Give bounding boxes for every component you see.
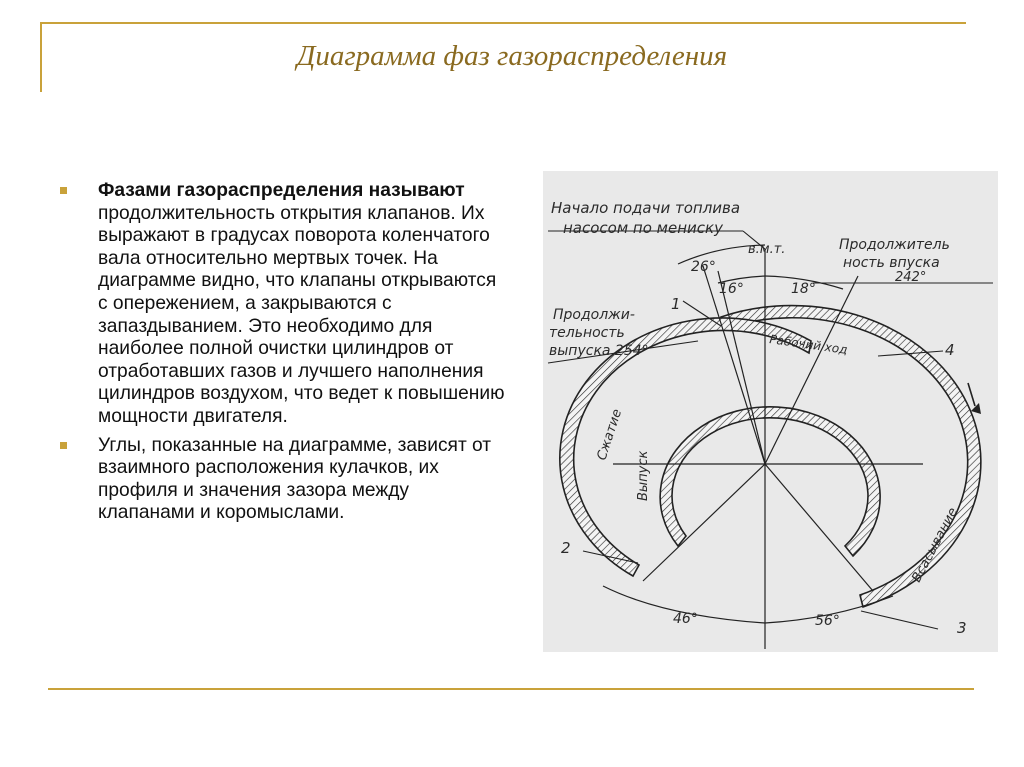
marker-4-label: 4 [945, 341, 955, 359]
marker-1-label: 1 [671, 295, 681, 313]
bullet-bold-text: Фазами газораспределения называют [98, 180, 465, 201]
bullet-square-icon [60, 187, 67, 194]
angle-26-label: 26° [691, 259, 716, 275]
text-column [58, 180, 508, 531]
angle-46-label: 46° [673, 611, 698, 627]
valve-timing-svg [543, 171, 998, 652]
frame-top-rule [40, 22, 966, 24]
marker-3-label: 3 [957, 619, 967, 637]
valve-timing-diagram [543, 171, 998, 652]
bottom-rule [48, 688, 974, 690]
fuel-start-label-2: насосом по мениску [563, 219, 723, 237]
bullet-text: Углы, показанные на диаграмме, зависят от взаимного расположения кулачков, их профиля и значения зазора между клапанами и коромыслами. [98, 434, 492, 524]
angle-18-label: 18° [791, 281, 816, 297]
marker-2-label: 2 [561, 539, 571, 557]
slide-title: Диаграмма фаз газораспределения [296, 40, 728, 72]
exhaust-duration-label-1: Продолжи- [553, 307, 635, 323]
exhaust-duration-label-2: тельность [549, 325, 625, 341]
tdc-label: в.м.т. [748, 242, 786, 257]
bullet-item [58, 435, 508, 525]
angle-56-label: 56° [815, 613, 840, 629]
intake-duration-label-2: ность впуска [843, 255, 940, 271]
compression-label: Сжатие [594, 407, 626, 463]
exhaust-label: Выпуск [636, 450, 651, 501]
angle-16-label: 16° [719, 281, 744, 297]
intake-duration-value: 242° [895, 270, 927, 285]
power-stroke-label: Рабочий ход [768, 332, 849, 357]
intake-label: Всасывание [909, 505, 962, 585]
fuel-start-label-1: Начало подачи топлива [551, 199, 741, 217]
exhaust-duration-label-3: выпуска 254° [549, 343, 649, 359]
bullet-square-icon [60, 442, 67, 449]
intake-duration-label-1: Продолжитель [839, 237, 950, 253]
bullet-text: продолжительность открытия клапанов. Их выражают в градусах поворота коленчатого вала относительно мертвых точек. На диаграмме видно, что клапаны открываются с опережением, а закрываются с запаздыванием. Это необходимо для наиболее полной очистки цилиндров от отработавших газов и лучшего наполнения цилиндров воздухом, что ведет к повышению мощности двигателя. [98, 202, 505, 427]
bullet-item [58, 180, 508, 429]
